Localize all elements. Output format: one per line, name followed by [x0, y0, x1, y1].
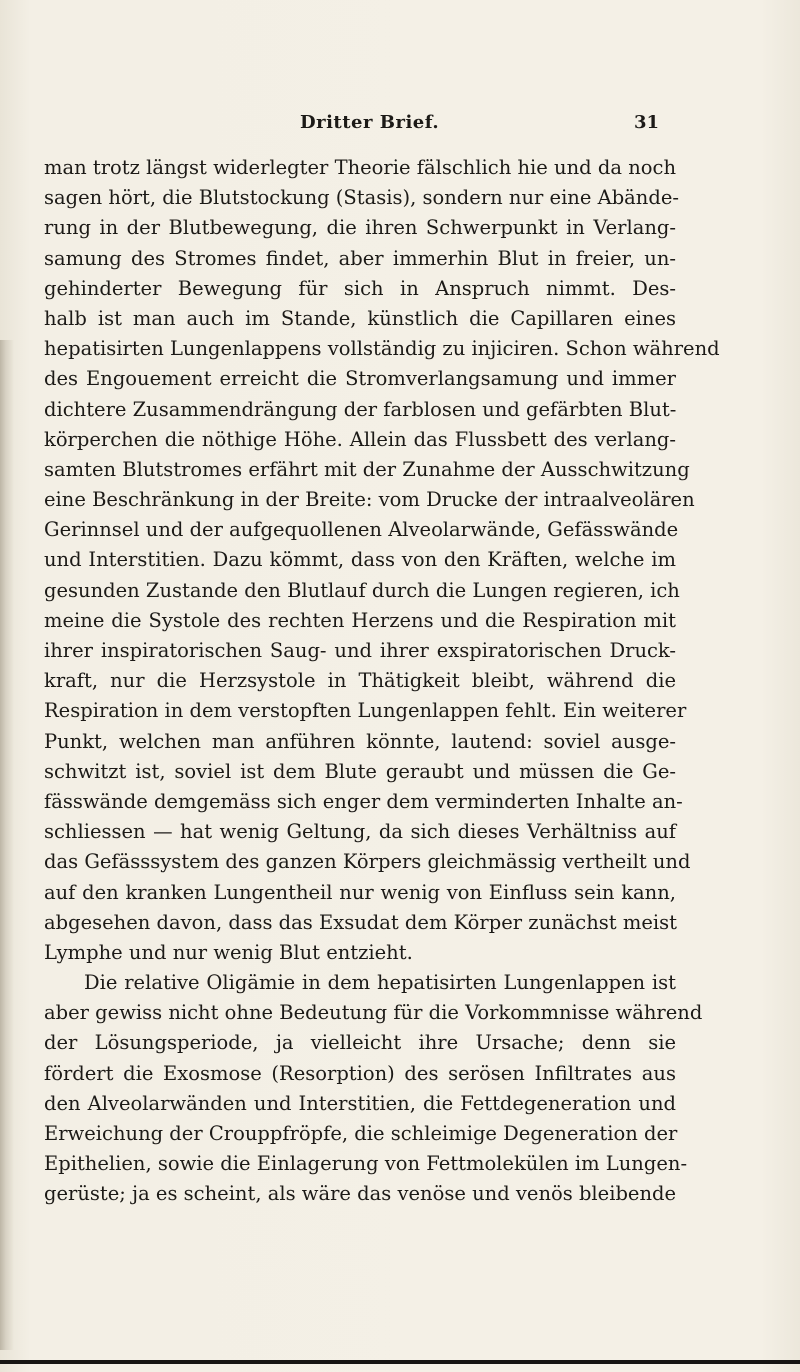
text-line: halb ist man auch im Stande, künstlich die Capillaren eines [44, 306, 676, 330]
page-edge-shadow [0, 340, 14, 1350]
text-line: den Alveolarwänden und Interstitien, die Fettdegeneration und [44, 1091, 676, 1115]
text-line: eine Beschränkung in der Breite: vom Drucke der intraalveolären [44, 488, 695, 512]
text-line: kraft, nur die Herzsystole in Thätigkeit bleibt, während die [44, 669, 676, 693]
text-line: rung in der Blutbewegung, die ihren Schwerpunkt in Verlang- [44, 216, 676, 240]
body-text [44, 153, 720, 1210]
text-line: Epithelien, sowie die Einlagerung von Fettmolekülen im Lungen- [44, 1152, 688, 1176]
text-line: man trotz längst widerlegter Theorie fälschlich hie und da noch [44, 156, 676, 179]
text-line: sagen hört, die Blutstockung (Stasis), sondern nur eine Abände- [44, 186, 679, 210]
text-line: der Lösungsperiode, ja vielleicht ihre Ursache; denn sie [44, 1031, 676, 1055]
text-line: gehinderter Bewegung für sich in Anspruch nimmt. Des- [44, 276, 676, 300]
chapter-title: Dritter Brief. [300, 112, 440, 133]
text-line: Punkt, welchen man anführen könnte, lautend: soviel ausge- [44, 729, 676, 753]
text-line: abgesehen davon, dass das Exsudat dem Körper zunächst meist [44, 910, 677, 934]
text-line: und Interstitien. Dazu kömmt, dass von den Kräften, welche im [44, 548, 676, 572]
text-line: auf den kranken Lungentheil nur wenig von Einfluss sein kann, [44, 880, 676, 904]
text-line: körperchen die nöthige Höhe. Allein das Flussbett des verlang- [44, 427, 676, 451]
running-head [0, 112, 800, 142]
text-line: fördert die Exosmose (Resorption) des serösen Infiltrates aus [44, 1061, 676, 1085]
text-line: fässwände demgemäss sich enger dem verminderten Inhalte an- [44, 789, 683, 813]
text-line: Gerinnsel und der aufgequollenen Alveolarwände, Gefässwände [44, 518, 679, 542]
text-line: aber gewiss nicht ohne Bedeutung für die Vorkommnisse während [44, 1001, 703, 1025]
bottom-edge-rule [0, 1360, 800, 1364]
paragraph-end-line: Lymphe und nur wenig Blut entzieht. [44, 940, 413, 964]
paragraph-start-line: Die relative Oligämie in dem hepatisirten Lungenlappen ist [84, 971, 676, 995]
text-line: hepatisirten Lungenlappens vollständig zu injiciren. Schon während [44, 337, 720, 361]
text-line: ihrer inspiratorischen Saug- und ihrer exspiratorischen Druck- [44, 639, 676, 662]
text-line: Respiration in dem verstopften Lungenlappen fehlt. Ein weiterer [44, 699, 687, 723]
text-line: meine die Systole des rechten Herzens und die Respiration mit [44, 608, 676, 632]
text-line: schliessen — hat wenig Geltung, da sich dieses Verhältniss auf [44, 820, 676, 844]
text-line: gerüste; ja es scheint, als wäre das venöse und venös bleibende [44, 1182, 677, 1206]
text-line: das Gefässsystem des ganzen Körpers gleichmässig vertheilt und [44, 850, 691, 874]
text-line: samten Blutstromes erfährt mit der Zunahme der Ausschwitzung [44, 457, 690, 481]
text-line: Erweichung der Crouppfröpfe, die schleimige Degeneration der [44, 1122, 678, 1145]
text-line: des Engouement erreicht die Stromverlangsamung und immer [44, 367, 676, 391]
text-line: dichtere Zusammendrängung der farblosen und gefärbten Blut- [44, 397, 677, 421]
text-line: samung des Stromes findet, aber immerhin Blut in freier, un- [44, 246, 676, 270]
text-line: gesunden Zustande den Blutlauf durch die Lungen regieren, ich [44, 578, 680, 602]
page-number: 31 [634, 112, 660, 133]
text-line: schwitzt ist, soviel ist dem Blute geraubt und müssen die Ge- [44, 759, 676, 783]
